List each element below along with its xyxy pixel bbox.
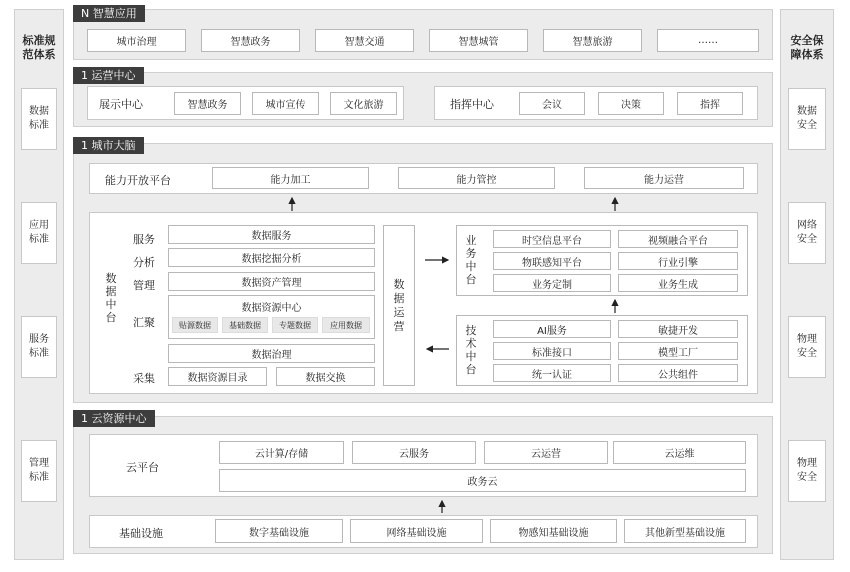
tech-ai-service: AI服务 xyxy=(493,320,611,338)
data-service-box: 数据服务 xyxy=(168,225,375,244)
data-resource-center-title: 数据资源中心 xyxy=(241,303,302,314)
infra-sensing: 物感知基础设施 xyxy=(490,519,617,543)
standard-item-service: 服务 标准 xyxy=(21,316,57,378)
display-center-title: 展示中心 xyxy=(99,98,143,111)
cloud-compute-storage: 云计算/存储 xyxy=(219,441,344,464)
capability-platform-title: 能力开放平台 xyxy=(105,174,171,187)
row-label-manage: 管理 xyxy=(133,279,155,292)
row-label-collect: 采集 xyxy=(133,372,155,385)
tech-std-interface: 标准接口 xyxy=(493,342,611,360)
display-city-promo: 城市宣传 xyxy=(252,92,319,115)
command-directing: 指挥 xyxy=(677,92,743,115)
smart-apps-tag: N 智慧应用 xyxy=(73,5,145,22)
cloud-services: 云服务 xyxy=(352,441,476,464)
data-mining-box: 数据挖掘分析 xyxy=(168,248,375,267)
biz-industry-engine: 行业引擎 xyxy=(618,252,738,270)
security-item-physical-2: 物理 安全 xyxy=(788,440,826,502)
app-more: …… xyxy=(657,29,759,52)
display-smart-gov: 智慧政务 xyxy=(174,92,241,115)
app-smart-tourism: 智慧旅游 xyxy=(543,29,642,52)
capability-control: 能力管控 xyxy=(398,167,555,189)
app-smart-urban-mgmt: 智慧城管 xyxy=(429,29,528,52)
tech-model-factory: 模型工厂 xyxy=(618,342,738,360)
data-ops-box: 数 据 运 营 xyxy=(383,225,415,386)
display-culture-tourism: 文化旅游 xyxy=(330,92,397,115)
standard-item-data: 数据 标准 xyxy=(21,88,57,150)
security-title: 安全保 障体系 xyxy=(790,34,824,61)
command-center-title: 指挥中心 xyxy=(450,98,494,111)
security-item-data: 数据 安全 xyxy=(788,88,826,150)
app-city-governance: 城市治理 xyxy=(87,29,186,52)
capability-processing: 能力加工 xyxy=(212,167,369,189)
data-asset-box: 数据资产管理 xyxy=(168,272,375,291)
tech-platform-title: 技 术 中 台 xyxy=(465,324,477,376)
chip-base-data: 基础数据 xyxy=(222,317,268,333)
cloud-center-tag: 1 云资源中心 xyxy=(73,410,155,427)
infra-other-new: 其他新型基础设施 xyxy=(624,519,746,543)
biz-spatial-info: 时空信息平台 xyxy=(493,230,611,248)
standard-item-application: 应用 标准 xyxy=(21,202,57,264)
cloud-platform-title: 云平台 xyxy=(126,461,159,474)
standards-title: 标准规 范体系 xyxy=(22,34,56,61)
infrastructure-title: 基础设施 xyxy=(119,527,163,540)
chip-topic-data: 专题数据 xyxy=(272,317,318,333)
standard-item-management: 管理 标准 xyxy=(21,440,57,502)
capability-operation: 能力运营 xyxy=(584,167,744,189)
command-decision: 决策 xyxy=(598,92,664,115)
biz-video-fusion: 视频融合平台 xyxy=(618,230,738,248)
security-item-network: 网络 安全 xyxy=(788,202,826,264)
ops-center-tag: 1 运营中心 xyxy=(73,67,144,84)
app-smart-transport: 智慧交通 xyxy=(315,29,414,52)
tech-agile-dev: 敏捷开发 xyxy=(618,320,738,338)
city-brain-tag: 1 城市大脑 xyxy=(73,137,144,154)
data-platform-title: 数 据 中 台 xyxy=(105,272,117,324)
infra-network: 网络基础设施 xyxy=(350,519,483,543)
biz-iot-sensing: 物联感知平台 xyxy=(493,252,611,270)
app-smart-gov: 智慧政务 xyxy=(201,29,300,52)
chip-source-data: 贴源数据 xyxy=(172,317,218,333)
business-platform-title: 业 务 中 台 xyxy=(465,234,477,286)
cloud-operation: 云运营 xyxy=(484,441,608,464)
biz-generation: 业务生成 xyxy=(618,274,738,292)
tech-unified-auth: 统一认证 xyxy=(493,364,611,382)
row-label-analysis: 分析 xyxy=(133,256,155,269)
chip-app-data: 应用数据 xyxy=(322,317,370,333)
row-label-service: 服务 xyxy=(133,233,155,246)
gov-cloud: 政务云 xyxy=(219,469,746,492)
row-label-aggregate: 汇聚 xyxy=(133,316,155,329)
data-exchange-box: 数据交换 xyxy=(276,367,375,386)
cloud-maintenance: 云运维 xyxy=(613,441,746,464)
command-meeting: 会议 xyxy=(519,92,585,115)
tech-public-components: 公共组件 xyxy=(618,364,738,382)
data-governance-box: 数据治理 xyxy=(168,344,375,363)
security-item-physical-1: 物理 安全 xyxy=(788,316,826,378)
biz-customization: 业务定制 xyxy=(493,274,611,292)
data-catalog-box: 数据资源目录 xyxy=(168,367,267,386)
infra-digital: 数字基础设施 xyxy=(215,519,343,543)
